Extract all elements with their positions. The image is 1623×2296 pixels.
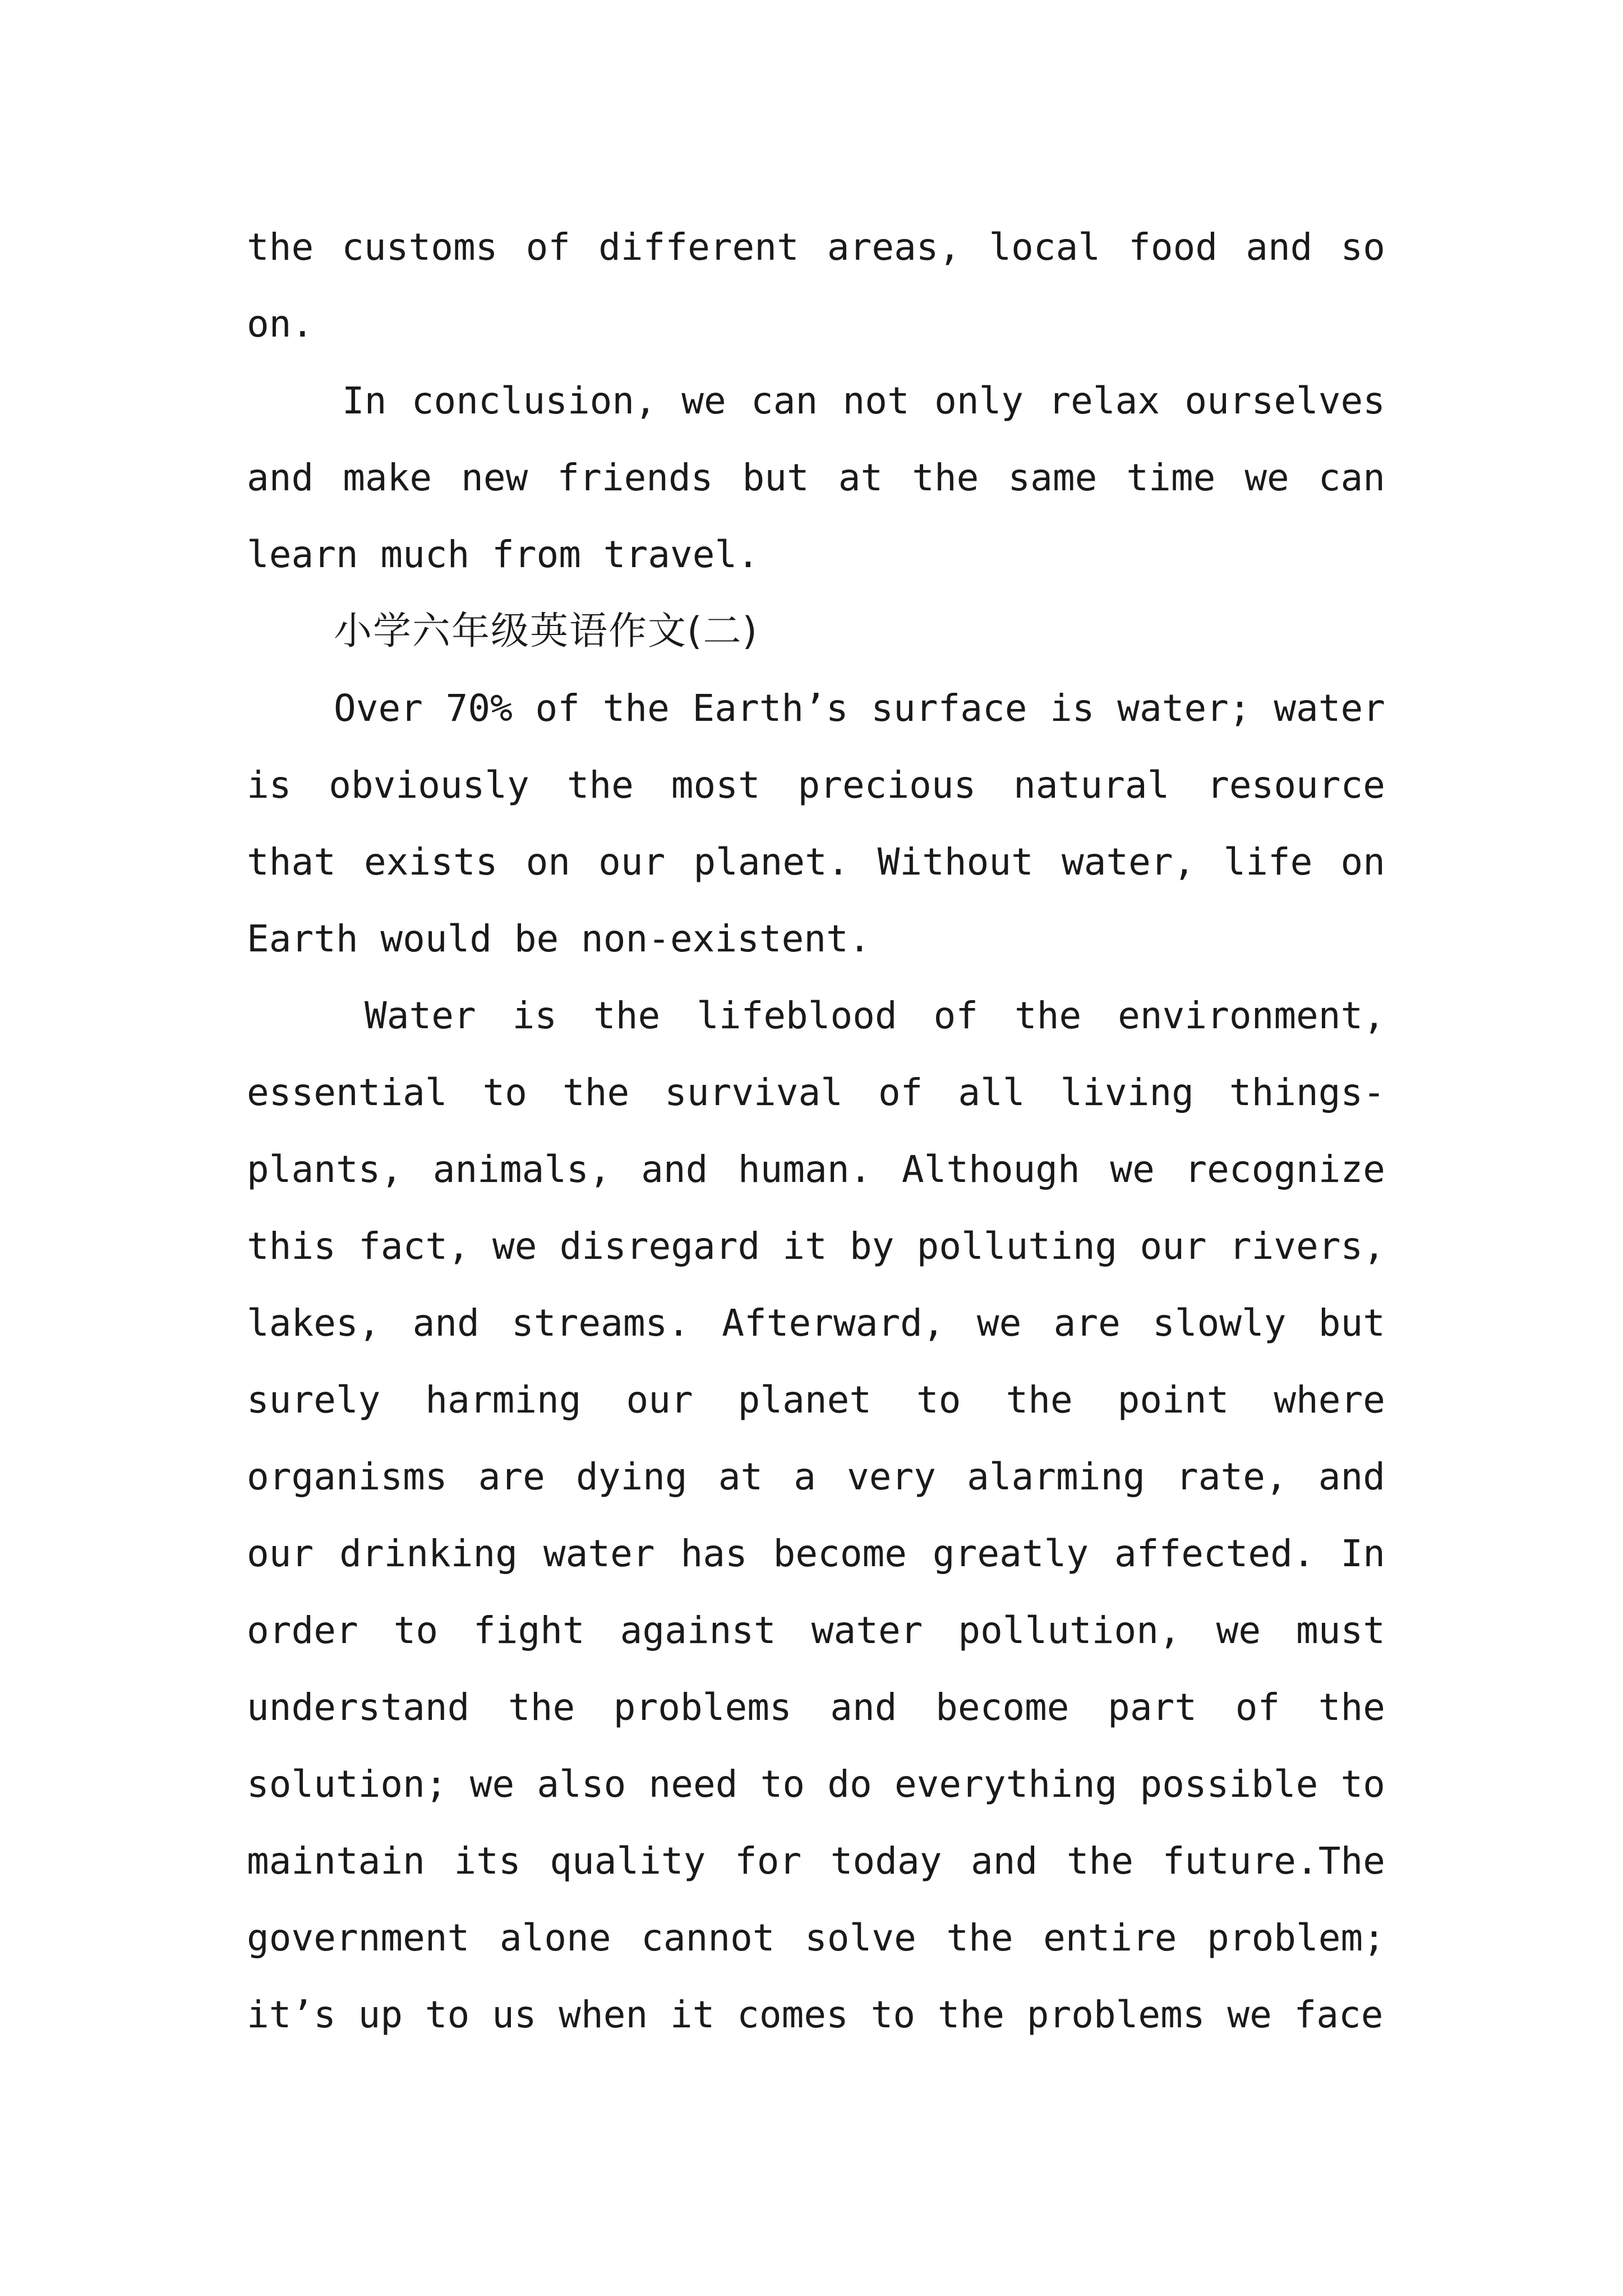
paragraph-customs: the customs of different areas, local food and so on. bbox=[247, 226, 1385, 346]
paragraph-conclusion: In conclusion, we can not only relax ourselves and make new friends but at the same time we can learn much from travel. bbox=[247, 379, 1385, 576]
document-body bbox=[247, 209, 1385, 2053]
section-heading: 小学六年级英语作文(二) bbox=[334, 609, 759, 654]
paragraph-water-surface: Over 70% of the Earth’s surface is water; water is obviously the most precious natural resource that exists on our planet. Without water, life on Earth would be non-existent. bbox=[247, 687, 1385, 960]
paragraph-water-lifeblood: Water is the lifeblood of the environment, essential to the survival of all living things-plants, animals, and human. Although we recognize this fact, we disregard it by polluting our rivers, lakes, and streams. Afterward, we are slowly but surely harming our planet to the point where organisms are dying at a very alarming rate, and our drinking water has become greatly affected. In order to fight against water pollution, we must understand the problems and become part of the solution; we also need to do everything possible to maintain its quality for today and the future.The government alone cannot solve the entire problem; it’s up to us when it comes to the problems we face bbox=[247, 994, 1385, 2036]
